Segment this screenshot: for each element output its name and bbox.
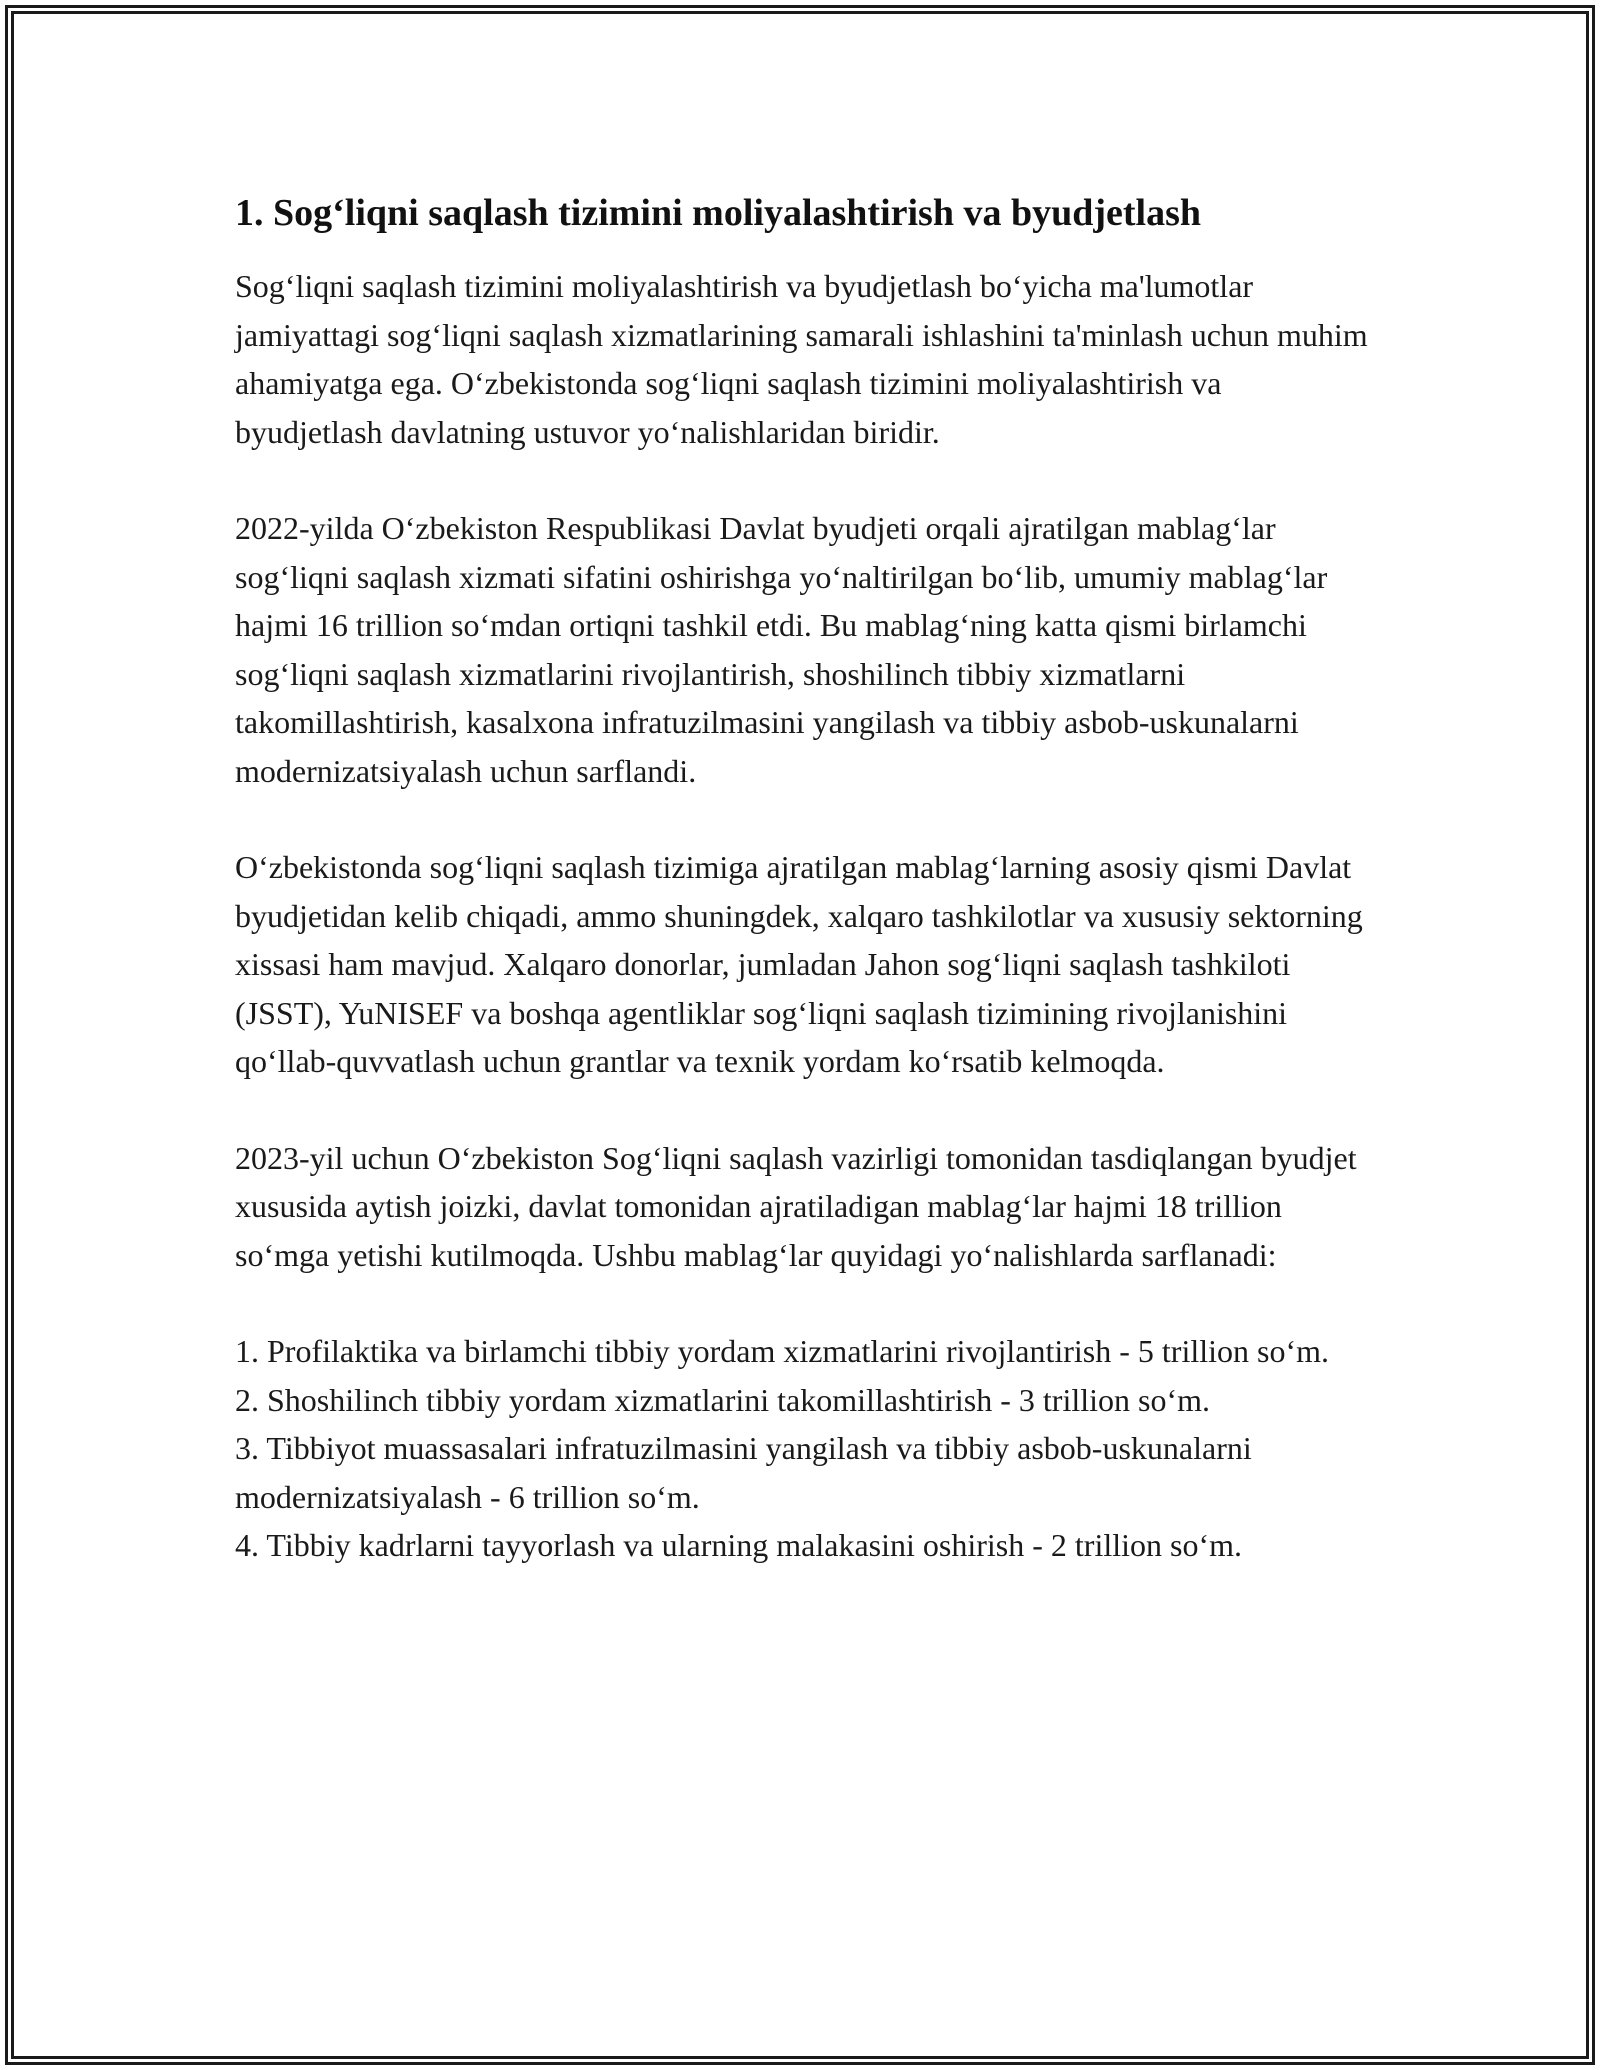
list-item: 3. Tibbiyot muassasalari infratuzilmasini yangilash va tibbiy asbob-uskunalarni modernizatsiyalash - 6 trillion so‘m. [235,1430,1252,1515]
list-item: 1. Profilaktika va birlamchi tibbiy yordam xizmatlarini rivojlantirish - 5 trillion so‘m. [235,1333,1330,1369]
paragraph-2023-budget: 2023-yil uchun O‘zbekiston Sog‘liqni saqlash vazirligi tomonidan tasdiqlangan byudjet xususida aytish joizki, davlat tomonidan ajratiladigan mablag‘lar hajmi 18 trillion so‘mga yetishi kutilmoqda. Ushbu mablag‘lar quyidagi yo‘nalishlarda sarflanadi: [235,1139,1357,1273]
paragraph-funding-sources: O‘zbekistonda sog‘liqni saqlash tizimiga ajratilgan mablag‘larning asosiy qismi Davlat byudjetidan kelib chiqadi, ammo shuningdek, xalqaro tashkilotlar va xususiy sektorning xissasi ham mavjud. Xalqaro donorlar, jumladan Jahon sog‘liqni saqlash tashkiloti (JSST), YuNISEF va boshqa agentliklar sog‘liqni saqlash tizimining rivojlanishini qo‘llab-quvvatlash uchun grantlar va texnik yordam ko‘rsatib kelmoqda. [235,849,1363,1079]
section-heading: 1. Sog‘liqni saqlash tizimini moliyalashtirish va byudjetlash [235,192,1202,234]
list-item: 2. Shoshilinch tibbiy yordam xizmatlarini takomillashtirish - 3 trillion so‘m. [235,1381,1211,1418]
paragraph-2022-budget: 2022-yilda O‘zbekiston Respublikasi Davlat byudjeti orqali ajratilgan mablag‘lar sog‘liqni saqlash xizmati sifatini oshirishga yo‘naltirilgan bo‘lib, umumiy mablag‘lar hajmi 16 trillion so‘mdan ortiqni tashkil etdi. Bu mablag‘ning katta qismi birlamchi sog‘liqni saqlash xizmatlarini rivojlantirish, shoshilinch tibbiy xizmatlarni takomillashtirish, kasalxona infratuzilmasini yangilash va tibbiy asbob-uskunalarni modernizatsiyalash uchun sarflandi. [235,510,1328,789]
paragraph-intro: Sog‘liqni saqlash tizimini moliyalashtirish va byudjetlash bo‘yicha ma'lumotlar jamiyattagi sog‘liqni saqlash xizmatlarining samarali ishlashini ta'minlash uchun muhim ahamiyatga ega. O‘zbekistonda sog‘liqni saqlash tizimini moliyalashtirish va byudjetlash davlatning ustuvor yo‘nalishlaridan biridir. [235,268,1368,450]
budget-allocation-list [235,1327,1375,1570]
list-item: 4. Tibbiy kadrlarni tayyorlash va ularning malakasini oshirish - 2 trillion so‘m. [235,1527,1242,1563]
document-body [235,184,1375,1570]
